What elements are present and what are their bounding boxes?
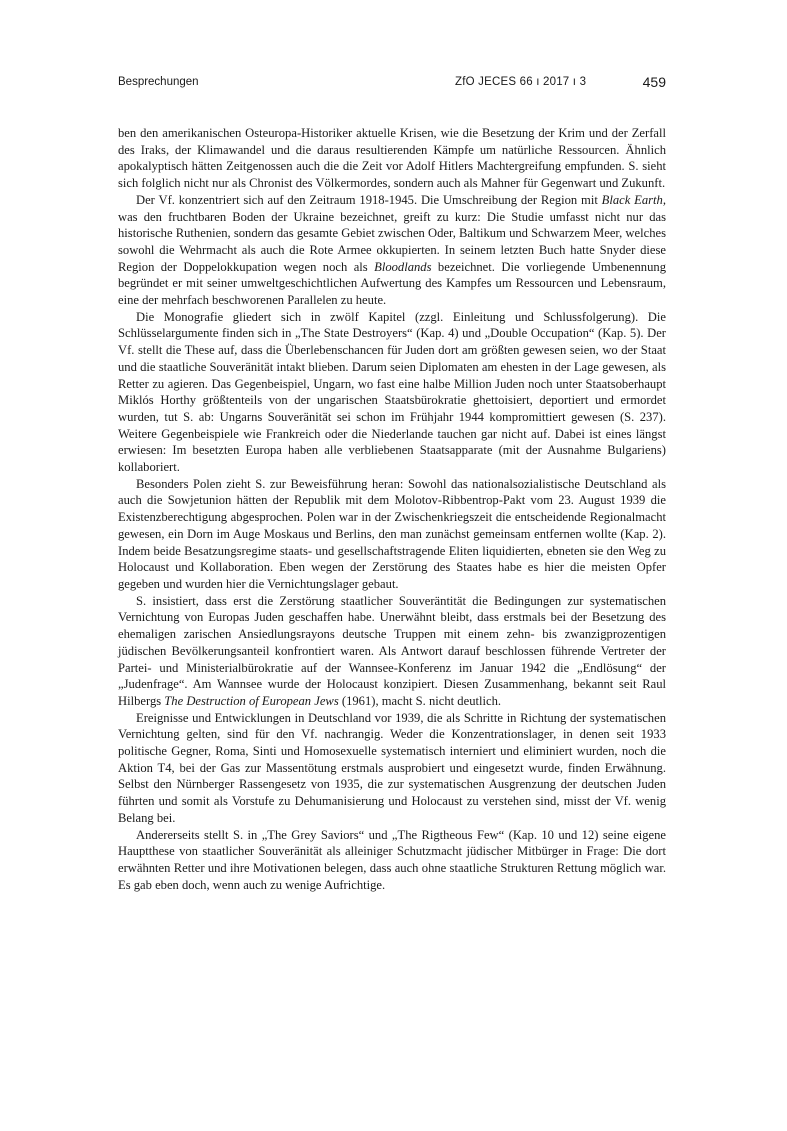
paragraph-1: ben den amerikanischen Osteuropa-Historiker aktuelle Krisen, wie die Besetzung der Krim und der Zerfall des Iraks, der Klimawandel und die daraus resultierenden Kämpfe um natürliche Ressourcen. Ähnlich apokalyptisch hätten Zeitgenossen auch die die Zeit vor Adolf Hitlers Machtergreifung empfunden. S. sieht sich folglich nicht nur als Chronist des Völkermordes, sondern auch als Mahner für Gegenwart und Zukunft. [118,126,666,191]
journal-reference: ZfO JECES 66 ı 2017 ı 3 [455,76,587,88]
page-number: 459 [642,74,666,90]
paragraph-2: Der Vf. konzentriert sich auf den Zeitraum 1918-1945. Die Umschreibung der Region mit Black Earth, was den fruchtbaren Boden der Ukraine bezeichnet, greift zu kurz: Die Studie umfasst nicht nur das historische Ruthenien, sondern das gesamte Gebiet zwischen Oder, Baltikum und Schwarzem Meer, welches sowohl die Wehrmacht als auch die Rote Armee okkupierten. In seinem letzten Buch hatte Snyder diese Region der Doppelokkupation wegen noch als Bloodlands bezeichnet. Die vorliegende Umbenennung begründet er mit seiner umweltgeschichtlichen Aufwertung des Kampfes um Ressourcen und Lebensraum, eine der mehrfach beschworenen Parallelen zu heute. [118,192,666,308]
paragraph-3: Die Monografie gliedert sich in zwölf Kapitel (zzgl. Einleitung und Schlussfolgerung). Die Schlüsselargumente finden sich in „The State Destroyers“ (Kap. 4) und „Double Occupation“ (Kap. 5). Der Vf. stellt die These auf, dass die Überlebenschancen für Juden dort am größten gewesen seien, wo der Staat und die staatliche Souveränität intakt blieben. Darum seien Diplomaten am ehesten in der Lage gewesen, als Retter zu agieren. Das Gegenbeispiel, Ungarn, wo fast eine halbe Million Juden noch unter Staatsoberhaupt Miklós Horthy größtenteils von der ungarischen Staatsbürokratie ghettoisiert, deportiert und ermordet wurden, tut S. ab: Ungarns Souveränität sei schon im Frühjahr 1944 kompromittiert gewesen (S. 237). Weitere Gegenbeispiele wie Frankreich oder die Niederlande tauchen gar nicht auf. Dabei ist eines längst erwiesen: Im besetzten Europa haben alle verbliebenen Staatsapparate (mit der Ausnahme Bulgariens) kollaboriert. [118,309,666,475]
paragraph-4: Besonders Polen zieht S. zur Beweisführung heran: Sowohl das nationalsozialistische Deutschland als auch die Sowjetunion hätten der Republik mit dem Molotov-Ribbentrop-Pakt vom 23. August 1939 die Existenzberechtigung abgesprochen. Polen war in der Zwischenkriegszeit die entscheidende Regionalmacht gewesen, ein Dorn im Auge Moskaus und Berlins, den man zunächst gemeinsam entfernen wollte (Kap. 2). Indem beide Besatzungsregime staats- und gesellschaftstragende Eliten liquidierten, ebneten sie den Weg zu Holocaust und Kollaboration. Eben wegen der Zerstörung des Staates habe es hier die meisten Opfer gegeben und wurden hier die Vernichtungslager gebaut. [118,476,666,591]
paragraph-5: S. insistiert, dass erst die Zerstörung staatlicher Souveräntität die Bedingungen zur systematischen Vernichtung von Europas Juden geschaffen habe. Unerwähnt bleibt, dass erstmals bei der Besetzung des ehemaligen zarischen Ansiedlungsrayons deutsche Truppen mit einem zehn- bis zwanzigprozentigen jüdischen Bevölkerungsanteil konfrontiert waren. Als Antwort darauf beschlossen führende Vertreter der Partei- und Ministerialbürokratie auf der Wannsee-Konferenz im Januar 1942 die „Endlösung“ der „Judenfrage“. Am Wannsee wurde der Holocaust konzipiert. Diesen Zusammenhang, bekannt seit Raul Hilbergs The Destruction of European Jews (1961), macht S. nicht deutlich. [118,593,666,708]
article-body [118,125,666,893]
paragraph-7: Andererseits stellt S. in „The Grey Saviors“ und „The Rigtheous Few“ (Kap. 10 und 12) seine eigene Hauptthese von staatlicher Souveränität als alleiniger Schutzmacht jüdischer Mitbürger in Frage: Die dort erwähnten Retter und ihre Motivationen belegen, dass auch ohne staatliche Strukturen Rettung möglich war. Es gab eben doch, wenn auch zu wenige Aufrichtige. [118,827,666,892]
running-header [118,74,666,94]
paragraph-6: Ereignisse und Entwicklungen in Deutschland vor 1939, die als Schritte in Richtung der systematischen Vernichtung gelten, sind für den Vf. nachrangig. Weder die Konzentrationslager, in denen seit 1933 politische Gegner, Roma, Sinti und Homosexuelle systematisch interniert und eliminiert wurden, noch die Aktion T4, bei der Gas zur Massentötung erstmals ausprobiert und eingesetzt wurde, finden Erwähnung. Selbst den Nürnberger Rassengesetz von 1935, die zur systematischen Ausgrenzung der deutschen Juden führten und somit als Vorstufe zu Dehumanisierung und Holocaust zu verstehen sind, misst der Vf. wenig Belang bei. [118,710,666,825]
section-title: Besprechungen [118,76,199,88]
